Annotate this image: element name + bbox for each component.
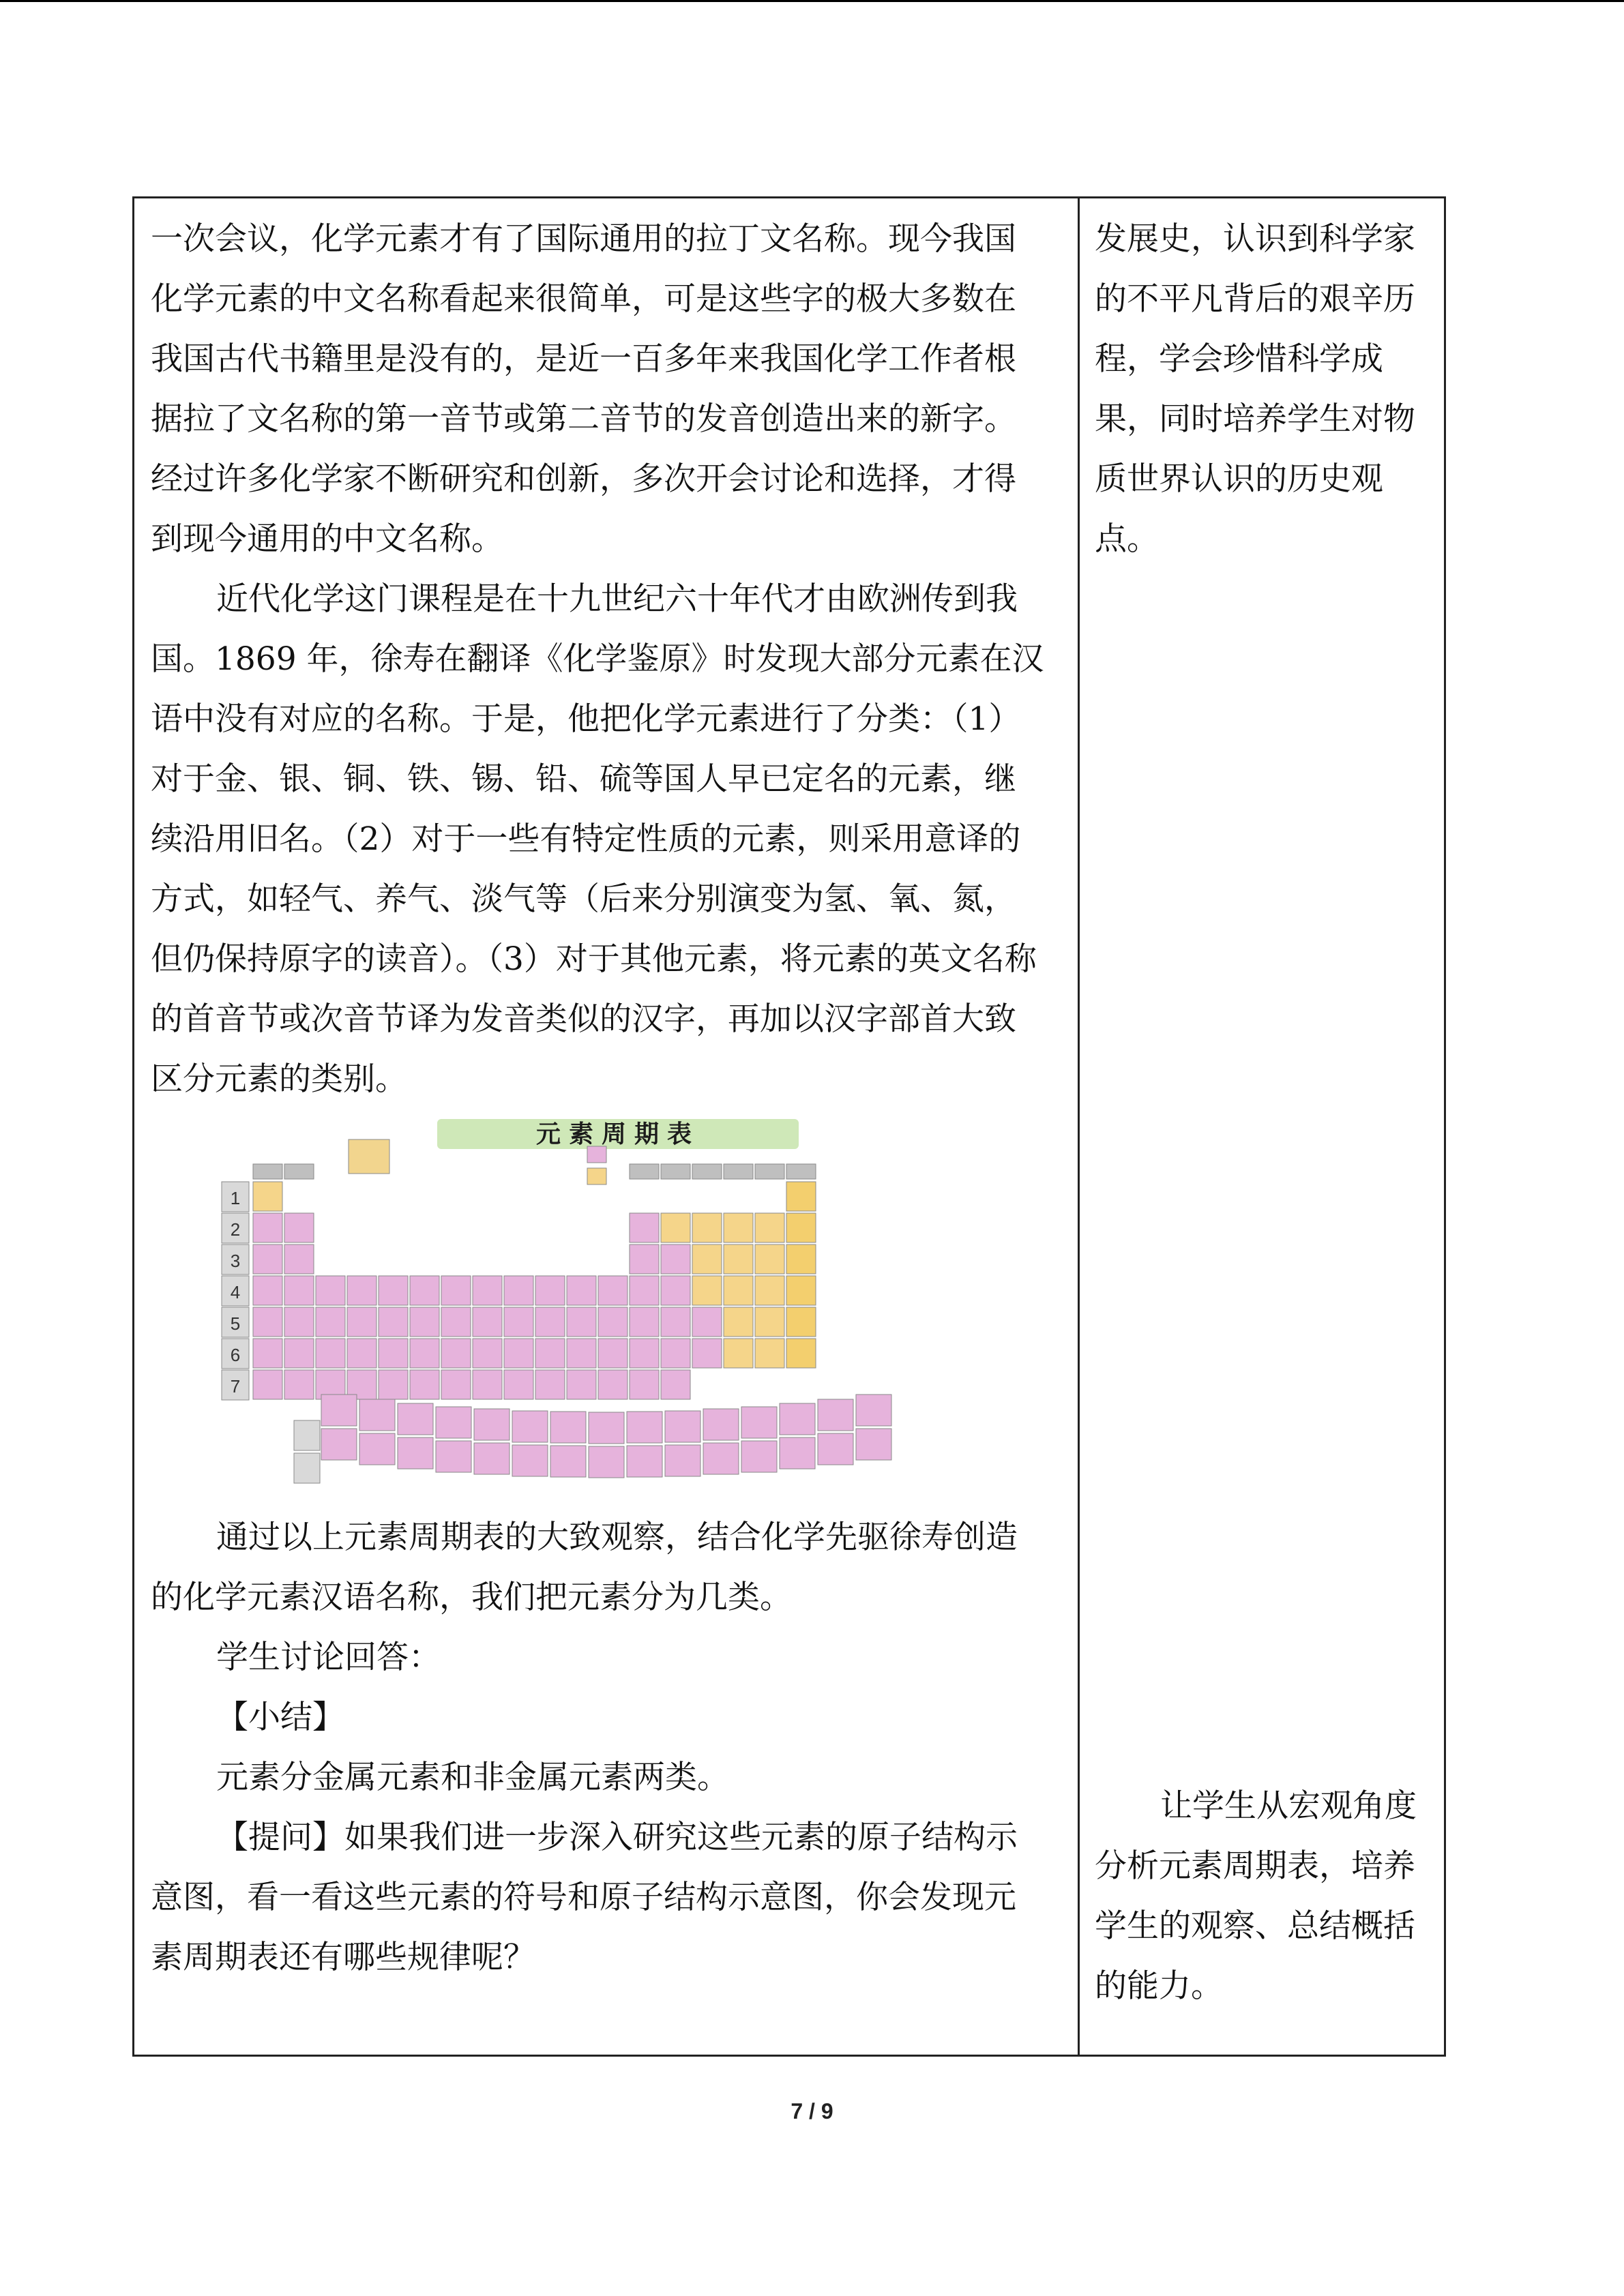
periodic-table-image <box>151 1112 1061 1500</box>
period-label: 7 <box>230 1376 241 1397</box>
element-cell <box>347 1276 377 1305</box>
element-cell <box>504 1370 533 1399</box>
actinide-cell <box>550 1446 586 1477</box>
element-cell <box>473 1370 502 1399</box>
goal-line: 发展史，认识到科学家 <box>1095 220 1415 258</box>
text-line: 方式，如轻气、养气、淡气等（后来分别演变为氢、氧、氮， <box>151 880 1016 918</box>
text-line: 的首音节或次音节译为发音类似的汉字，再加以汉字部首大致 <box>151 1000 1016 1038</box>
period-label: 1 <box>230 1188 241 1208</box>
group-header-cell <box>724 1164 753 1179</box>
element-cell <box>316 1307 345 1337</box>
element-cell <box>410 1339 439 1368</box>
group-header-cell <box>786 1164 816 1179</box>
question-line: 【提问】如果我们进一步深入研究这些元素的原子结构示 <box>216 1819 1018 1856</box>
element-cell <box>253 1307 282 1337</box>
actinide-cell <box>856 1429 891 1460</box>
actinide-cell <box>474 1443 510 1474</box>
actinide-cell <box>703 1443 739 1474</box>
element-cell <box>410 1276 439 1305</box>
element-cell <box>630 1307 659 1337</box>
element-cell <box>661 1276 690 1305</box>
element-cell <box>692 1307 722 1337</box>
lanthanide-cell <box>398 1403 433 1435</box>
element-cell <box>284 1213 314 1242</box>
element-cell <box>535 1307 565 1337</box>
element-cell <box>347 1307 377 1337</box>
page-number: 7 / 9 <box>791 2099 833 2123</box>
goal-line: 质世界认识的历史观 <box>1095 460 1383 498</box>
element-cell <box>410 1307 439 1337</box>
element-cell <box>598 1307 628 1337</box>
lanthanide-cell <box>665 1411 700 1442</box>
element-cell <box>253 1213 282 1242</box>
element-cell <box>284 1370 314 1399</box>
element-cell <box>630 1370 659 1399</box>
question-line: 意图，看一看这些元素的符号和原子结构示意图，你会发现元 <box>151 1879 1016 1916</box>
text-line: 区分元素的类别。 <box>151 1060 407 1098</box>
actinide-cell <box>818 1433 853 1465</box>
element-cell <box>284 1307 314 1337</box>
lanthanide-cell <box>474 1409 510 1440</box>
period-label: 2 <box>230 1219 241 1240</box>
text-line: 据拉了文名称的第一音节或第二音节的发音创造出来的新字。 <box>151 400 1016 438</box>
element-cell <box>410 1370 439 1399</box>
element-cell <box>441 1339 471 1368</box>
element-cell <box>630 1276 659 1305</box>
text-line: 通过以上元素周期表的大致观察，结合化学先驱徐寿创造 <box>216 1519 1018 1556</box>
element-cell <box>630 1244 659 1274</box>
group-header-cell <box>630 1164 659 1179</box>
element-cell <box>504 1307 533 1337</box>
series-label-cell <box>294 1420 320 1450</box>
lanthanide-cell <box>627 1412 662 1443</box>
element-cell <box>473 1339 502 1368</box>
element-cell <box>661 1244 690 1274</box>
element-cell <box>598 1276 628 1305</box>
text-line: 一次会议，化学元素才有了国际通用的拉丁文名称。现今我国 <box>151 220 1016 258</box>
goal-line: 程，学会珍惜科学成 <box>1095 340 1383 378</box>
element-cell <box>316 1276 345 1305</box>
group-header-cell <box>284 1164 314 1179</box>
element-cell <box>661 1307 690 1337</box>
element-cell <box>504 1276 533 1305</box>
element-cell <box>755 1213 784 1242</box>
element-cell <box>567 1307 596 1337</box>
text-line: 但仍保持原字的读音）。（3）对于其他元素，将元素的英文名称 <box>151 940 1037 978</box>
text-line: 到现今通用的中文名称。 <box>151 520 503 558</box>
group-header-cell <box>755 1164 784 1179</box>
element-cell <box>630 1339 659 1368</box>
element-cell <box>473 1276 502 1305</box>
element-cell <box>441 1276 471 1305</box>
actinide-cell <box>665 1445 700 1476</box>
element-cell <box>379 1339 408 1368</box>
element-cell <box>692 1339 722 1368</box>
actinide-cell <box>321 1429 357 1460</box>
element-cell <box>661 1213 690 1242</box>
text-line: 我国古代书籍里是没有的，是近一百多年来我国化学工作者根 <box>151 340 1016 378</box>
lanthanide-cell <box>321 1395 357 1426</box>
element-cell <box>724 1276 753 1305</box>
element-cell <box>755 1276 784 1305</box>
element-cell <box>567 1370 596 1399</box>
column-divider <box>1078 198 1080 2055</box>
element-cell <box>284 1276 314 1305</box>
element-cell <box>284 1244 314 1274</box>
element-cell <box>535 1276 565 1305</box>
element-cell <box>535 1370 565 1399</box>
element-cell <box>567 1276 596 1305</box>
element-cell <box>786 1276 816 1305</box>
element-cell <box>253 1244 282 1274</box>
lanthanide-cell <box>703 1409 739 1440</box>
element-cell <box>535 1339 565 1368</box>
element-cell <box>598 1370 628 1399</box>
element-cell <box>284 1339 314 1368</box>
lesson-table <box>132 196 1446 2057</box>
lanthanide-cell <box>512 1411 548 1442</box>
actinide-cell <box>780 1437 815 1469</box>
goal-line: 学生的观察、总结概括 <box>1095 1907 1415 1945</box>
summary-text: 元素分金属元素和非金属元素两类。 <box>216 1759 729 1796</box>
text-line: 语中没有对应的名称。于是，他把化学元素进行了分类：（1） <box>151 700 1021 738</box>
element-cell <box>786 1182 816 1211</box>
lanthanide-cell <box>818 1399 853 1431</box>
element-cell <box>661 1370 690 1399</box>
element-cell <box>755 1244 784 1274</box>
actinide-cell <box>398 1437 433 1469</box>
goal-line: 分析元素周期表，培养 <box>1095 1847 1415 1885</box>
element-cell <box>253 1276 282 1305</box>
element-cell <box>253 1339 282 1368</box>
lanthanide-cell <box>589 1412 624 1444</box>
element-cell <box>316 1339 345 1368</box>
discussion-line: 学生讨论回答： <box>216 1639 441 1676</box>
text-line: 续沿用旧名。（2）对于一些有特定性质的元素，则采用意译的 <box>151 820 1021 858</box>
element-cell <box>441 1370 471 1399</box>
actinide-cell <box>436 1441 471 1472</box>
element-cell <box>630 1213 659 1242</box>
lanthanide-cell <box>550 1412 586 1443</box>
text-line: 的化学元素汉语名称，我们把元素分为几类。 <box>151 1579 792 1616</box>
text-line: 化学元素的中文名称看起来很简单，可是这些字的极大多数在 <box>151 280 1016 318</box>
lanthanide-cell <box>359 1399 395 1431</box>
series-label-cell <box>294 1453 320 1483</box>
element-cell <box>379 1276 408 1305</box>
group-header-cell <box>692 1164 722 1179</box>
element-cell <box>661 1339 690 1368</box>
period-label: 3 <box>230 1251 241 1271</box>
actinide-cell <box>627 1446 662 1477</box>
period-label: 4 <box>230 1282 241 1302</box>
element-cell <box>253 1370 282 1399</box>
element-cell <box>347 1339 377 1368</box>
lanthanide-cell <box>780 1403 815 1435</box>
element-cell <box>692 1244 722 1274</box>
summary-heading: 【小结】 <box>216 1699 344 1736</box>
element-cell <box>724 1244 753 1274</box>
element-cell <box>724 1213 753 1242</box>
element-cell <box>786 1244 816 1274</box>
element-cell <box>598 1339 628 1368</box>
question-line: 素周期表还有哪些规律呢？ <box>151 1939 535 1976</box>
spacer <box>1095 569 1429 1776</box>
element-cell <box>253 1182 282 1211</box>
lanthanide-cell <box>856 1395 891 1426</box>
text-line: 经过许多化学家不断研究和创新，多次开会讨论和选择，才得 <box>151 460 1016 498</box>
text-line: 国。1869 年，徐寿在翻译《化学鉴原》时发现大部分元素在汉 <box>151 640 1044 678</box>
actinide-cell <box>512 1445 548 1476</box>
element-cell <box>755 1339 784 1368</box>
text-line: 近代化学这门课程是在十九世纪六十年代才由欧洲传到我 <box>216 580 1018 618</box>
element-cell <box>755 1307 784 1337</box>
legend-sample-cell <box>349 1139 389 1174</box>
legend-nonmetal-swatch <box>587 1168 606 1184</box>
lanthanide-cell <box>436 1407 471 1438</box>
actinide-cell <box>589 1446 624 1478</box>
goal-line: 的能力。 <box>1095 1967 1223 2005</box>
figure-title: 元素周期表 <box>535 1120 700 1148</box>
goal-line: 的不平凡背后的艰辛历 <box>1095 280 1415 318</box>
element-cell <box>692 1213 722 1242</box>
element-cell <box>441 1307 471 1337</box>
element-cell <box>786 1307 816 1337</box>
text-line: 对于金、银、铜、铁、锡、铅、硫等国人早已定名的元素，继 <box>151 760 1016 798</box>
goal-line: 果，同时培养学生对物 <box>1095 400 1415 438</box>
lanthanide-cell <box>741 1407 777 1438</box>
element-cell <box>504 1339 533 1368</box>
element-cell <box>473 1307 502 1337</box>
group-header-cell <box>661 1164 690 1179</box>
element-cell <box>786 1339 816 1368</box>
element-cell <box>724 1339 753 1368</box>
periodic-table-figure <box>151 1112 1061 1500</box>
group-header-cell <box>253 1164 282 1179</box>
element-cell <box>724 1307 753 1337</box>
element-cell <box>379 1370 408 1399</box>
goal-line: 让学生从宏观角度 <box>1160 1787 1417 1825</box>
goal-line: 点。 <box>1095 520 1159 558</box>
element-cell <box>692 1276 722 1305</box>
actinide-cell <box>741 1441 777 1472</box>
period-label: 6 <box>230 1345 241 1365</box>
element-cell <box>567 1339 596 1368</box>
element-cell <box>786 1213 816 1242</box>
top-rule <box>0 0 1624 2</box>
element-cell <box>379 1307 408 1337</box>
actinide-cell <box>359 1433 395 1465</box>
period-label: 5 <box>230 1313 241 1334</box>
right-column <box>1095 209 1429 2016</box>
left-column <box>151 209 1061 1988</box>
